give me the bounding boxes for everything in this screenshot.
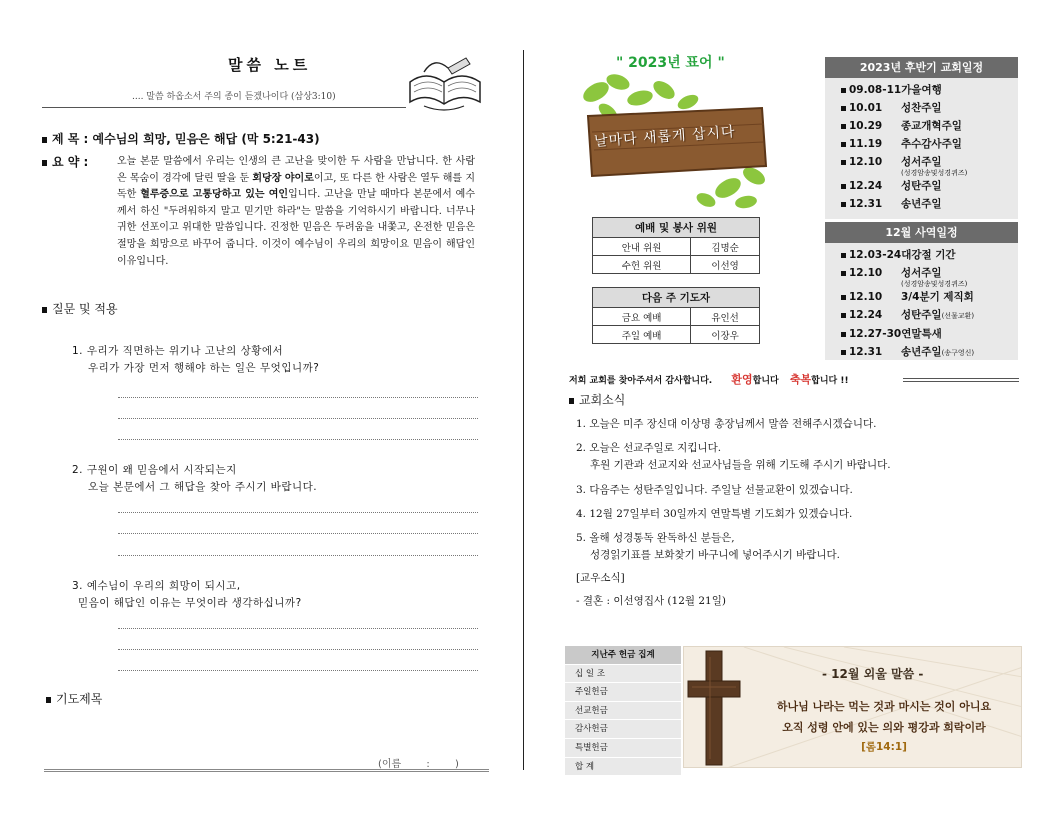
- news-item: 1. 오늘은 미주 장신대 이상명 총장님께서 말씀 전해주시겠습니다.: [576, 418, 877, 430]
- page-subtitle: .... 말씀 하옵소서 주의 종이 듣겠나이다 (삼상3:10): [132, 92, 336, 102]
- answer-line[interactable]: [118, 439, 478, 440]
- offering-row: 주일헌금: [565, 683, 681, 702]
- welcome-message: 저희 교회를 찾아주셔서 감사합니다. 환영합니다 축복합니다 !!: [569, 373, 849, 386]
- offering-row: 십 일 조: [565, 665, 681, 684]
- bullet-icon: [569, 398, 574, 404]
- schedule-item: 12.27-30연말특새: [825, 325, 1018, 343]
- december-schedule: [825, 222, 1018, 360]
- schedule-item: 10.01 성찬주일: [825, 99, 1018, 117]
- table-row: 금요 예배 유인선: [593, 308, 760, 326]
- table-row: 주일 예배 이장우: [593, 326, 760, 344]
- offering-row: 감사헌금: [565, 720, 681, 739]
- summary-text: 오늘 본문 말씀에서 우리는 인생의 큰 고난을 맞이한 두 사람을 만납니다. 한 사람은 목숨이 경각에 달린 딸을 둔 회당장 야이로이고, 또 다른 한 사람은 열두 해를 지독한 혈루증으로 고통당하고 있는 여인입니다. 고난을 만날 때마다 본문에서 예수께서 하신 "두려워하지 말고 믿기만 하라"는 말씀을 기억하시기 바랍니다. 너무나 귀한 선포이고 위대한 말씀입니다. 진정한 믿음은 두려움을 내쫓고, 온전한 믿음은 절망을 희망으로 바꾸어 줍니다. 이것이 예수님이 우리의 희망이요 믿음이 해답인 이유입니다.: [117, 156, 476, 267]
- left-footer-rule: [44, 769, 489, 772]
- title-underline: [42, 107, 406, 108]
- december-title: 12월 사역일정: [825, 222, 1018, 243]
- summary-label: 요 약 :: [42, 153, 88, 170]
- sermon-title-text: 예수님의 희망, 믿음은 해답 (막 5:21-43): [92, 132, 320, 146]
- question-2: 2. 구원이 왜 믿음에서 시작되는지 오늘 본문에서 그 해답을 찾아 주시기 바랍니다.: [72, 464, 318, 493]
- schedule-title: 2023년 후반기 교회일정: [825, 57, 1018, 78]
- table-row: 수헌 위원 이선영: [593, 256, 760, 274]
- news-item: 5. 올해 성경통독 완독하신 분들은,: [576, 532, 735, 544]
- schedule-item: 09.08-11가을여행: [825, 81, 1018, 99]
- motto-heading: " 2023년 표어 ": [616, 55, 725, 71]
- bullet-icon: [42, 137, 47, 143]
- bullet-icon: [46, 697, 51, 703]
- question-3: 3. 예수님이 우리의 희망이 되시고, 믿음이 해답인 이유는 무엇이라 생각하십니까?: [72, 580, 302, 609]
- offering-row: 선교헌금: [565, 702, 681, 721]
- prayer-heading: 기도제목: [46, 690, 102, 707]
- open-book-icon: [404, 52, 486, 114]
- schedule-item: 12.24 성탄주일(선물교환): [825, 306, 1018, 325]
- offering-row: 특별헌금: [565, 739, 681, 758]
- answer-line[interactable]: [118, 418, 478, 419]
- member-news-item: - 결혼 : 이선영집사 (12월 21일): [576, 595, 726, 607]
- answer-line[interactable]: [118, 649, 478, 650]
- offering-row: 합 계: [565, 758, 681, 777]
- table-row: 안내 위원 김명순: [593, 238, 760, 256]
- schedule-item: 12.10 성서주일: [825, 264, 1018, 282]
- summary-emphasis: 혈루증으로 고통당하고 있는 여인: [140, 189, 289, 201]
- schedule-item: 10.29 종교개혁주일: [825, 117, 1018, 135]
- worship-committee-title: 예배 및 봉사 위원: [593, 218, 760, 238]
- schedule-item: 11.19 추수감사주일: [825, 135, 1018, 153]
- news-item: 2. 오늘은 선교주일로 지킵니다.: [576, 442, 722, 454]
- motto-text: 날마다 새롭게 삽시다: [593, 124, 737, 150]
- answer-line[interactable]: [118, 533, 478, 534]
- member-news-heading: [교우소식]: [576, 572, 625, 584]
- question-1: 1. 우리가 직면하는 위기나 고난의 상황에서 우리가 가장 먼저 행해야 하는 일은 무엇입니까?: [72, 345, 320, 374]
- page-divider: [523, 50, 524, 770]
- answer-line[interactable]: [118, 628, 478, 629]
- memory-verse-reference: [롬14:1]: [861, 741, 907, 753]
- page-title: 말씀 노트: [228, 56, 312, 74]
- schedule-note: (성경암송및성경퀴즈): [901, 280, 968, 288]
- answer-line[interactable]: [118, 512, 478, 513]
- schedule-item: 12.10 3/4분기 제직회: [825, 288, 1018, 306]
- summary-emphasis: 회당장 야이로: [252, 172, 314, 184]
- prayer-leaders-title: 다음 주 기도자: [593, 288, 760, 308]
- offering-title: 지난주 헌금 집계: [565, 646, 681, 665]
- news-item: 성경읽기표를 보화찾기 바구니에 넣어주시기 바랍니다.: [590, 549, 840, 561]
- prayer-leaders-table: [592, 287, 760, 344]
- schedule-item: 12.31 송년주일(송구영신): [825, 343, 1018, 362]
- answer-line[interactable]: [118, 555, 478, 556]
- memory-verse-text: 하나님 나라는 먹는 것과 마시는 것이 아니요 오직 성령 안에 있는 의와 평강과 희락이라: [776, 700, 992, 734]
- worship-committee-table: [592, 217, 760, 274]
- schedule-item: 12.31 송년주일: [825, 195, 1018, 213]
- bullet-icon: [42, 307, 47, 313]
- news-heading: 교회소식: [569, 391, 625, 408]
- name-field[interactable]: (이름 : ): [378, 759, 459, 770]
- schedule-note: (성경암송및성경퀴즈): [901, 169, 968, 177]
- sermon-title: 제 목 : 예수님의 희망, 믿음은 해답 (막 5:21-43): [42, 130, 320, 147]
- schedule-item: 12.24 성탄주일: [825, 177, 1018, 195]
- news-item: 3. 다음주는 성탄주일입니다. 주일날 선물교환이 있겠습니다.: [576, 484, 853, 496]
- offering-summary: [565, 646, 681, 776]
- questions-heading: 질문 및 적용: [42, 300, 118, 317]
- answer-line[interactable]: [118, 397, 478, 398]
- bullet-icon: [42, 160, 47, 166]
- schedule-item: 12.10 성서주일: [825, 153, 1018, 171]
- schedule-item: 12.03-24대강절 기간: [825, 246, 1018, 264]
- welcome-rule: [903, 378, 1019, 382]
- memory-verse-title: - 12월 외울 말씀 -: [822, 667, 924, 681]
- news-item: 후원 기관과 선교지와 선교사님들을 위해 기도해 주시기 바랍니다.: [590, 459, 891, 471]
- answer-line[interactable]: [118, 670, 478, 671]
- second-half-schedule: [825, 57, 1018, 219]
- news-item: 4. 12월 27일부터 30일까지 연말특별 기도회가 있겠습니다.: [576, 508, 853, 520]
